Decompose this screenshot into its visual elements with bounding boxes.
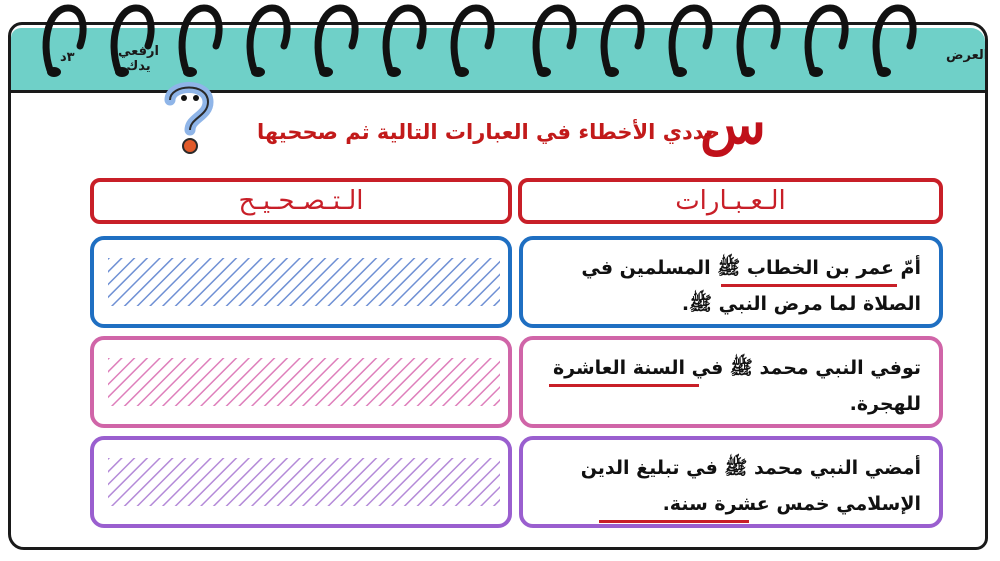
raise-hand-label-line1: ارفعي xyxy=(118,44,159,59)
statement-2-line2: للهجرة. xyxy=(849,393,921,415)
statement-1-line2: الصلاة لما مرض النبي ﷺ. xyxy=(681,293,921,315)
correction-cell-2[interactable] xyxy=(90,336,512,428)
statement-text-1 xyxy=(523,240,939,322)
correction-cell-3[interactable] xyxy=(90,436,512,528)
header-statements-label: الـعـبـارات xyxy=(675,186,786,216)
statement-1-line1: أمّ عمر بن الخطاب ﷺ المسلمين في xyxy=(581,257,921,279)
raise-hand-label-line2: يدك xyxy=(126,59,151,74)
time-label: ٣د xyxy=(60,50,75,65)
question-text: حددي الأخطاء في العبارات التالية ثم صححيها xyxy=(257,120,720,144)
statement-cell-3 xyxy=(519,436,943,528)
header-correction-label: الـتـصـحـيـح xyxy=(238,186,364,216)
error-underline-1 xyxy=(721,284,897,287)
raise-hand-label xyxy=(118,44,159,74)
error-underline-3 xyxy=(599,520,749,523)
answer-placeholder-1 xyxy=(108,258,500,306)
question-mark-icon xyxy=(160,80,218,160)
answer-placeholder-3 xyxy=(108,458,500,506)
statement-cell-1 xyxy=(519,236,943,328)
statement-2-line1: توفي النبي محمد ﷺ في السنة العاشرة xyxy=(552,357,921,379)
statement-cell-2 xyxy=(519,336,943,428)
statement-3-line2: الإسلامي خمس عشرة سنة. xyxy=(662,493,921,515)
present-label: العرض xyxy=(946,48,989,63)
header-statements xyxy=(518,178,943,224)
correction-cell-1[interactable] xyxy=(90,236,512,328)
statement-text-3 xyxy=(523,440,939,522)
error-underline-2 xyxy=(549,384,699,387)
statement-text-2 xyxy=(523,340,939,422)
question-letter-glyph: س xyxy=(700,92,766,156)
statement-3-line1: أمضي النبي محمد ﷺ في تبليغ الدين xyxy=(580,457,921,479)
answer-placeholder-2 xyxy=(108,358,500,406)
header-correction xyxy=(90,178,512,224)
